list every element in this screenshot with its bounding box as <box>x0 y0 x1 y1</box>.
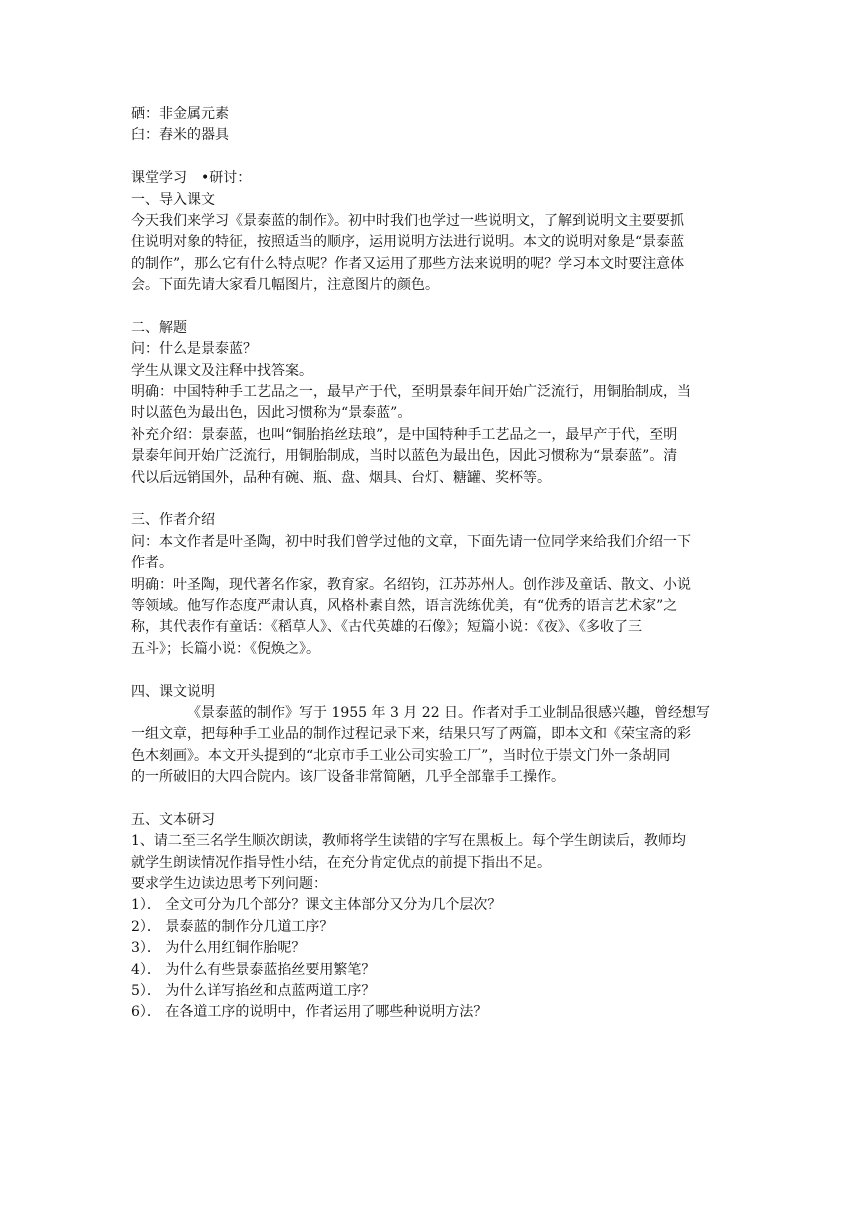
question-item: 2）． 景泰蓝的制作分几道工序？ <box>131 918 334 935</box>
question-item: 1）． 全文可分为几个部分？课文主体部分又分为几个层次？ <box>131 897 502 914</box>
text-line: 明确：中国特种手工艺品之一，最早产于代，至明景泰年间开始广泛流行，用铜胎制成，当 <box>131 384 691 401</box>
text-line: 问：什么是景泰蓝？ <box>131 341 257 358</box>
section-heading: 三、作者介绍 <box>131 512 215 529</box>
text-line: 住说明对象的特征，按照适当的顺序，运用说明方法进行说明。本文的说明对象是“景泰蓝 <box>131 234 685 251</box>
section-heading: 五、文本研习 <box>131 811 215 828</box>
blank-line <box>131 147 731 168</box>
text-line: 称，其代表作有童话：《稻草人》、《古代英雄的石像》；短篇小说：《夜》、《多收了三 <box>131 619 642 636</box>
text-line: 《景泰蓝的制作》写于 1955 年 3 月 22 日。作者对手工业制品很感兴趣，曾经想写 <box>187 704 711 721</box>
section-heading: 二、解题 <box>131 319 187 336</box>
text-line: 等领域。他写作态度严肃认真，风格朴素自然，语言洗练优美，有“优秀的语言艺术家”之 <box>131 597 678 614</box>
text-line: 就学生朗读情况作指导性小结，在充分肯定优点的前提下指出不足。 <box>131 854 551 871</box>
question-item: 6）． 在各道工序的说明中，作者运用了哪些种说明方法？ <box>131 1004 488 1021</box>
blank-line <box>131 297 731 318</box>
blank-line <box>131 789 731 810</box>
text-line: 五斗》；长篇小说：《倪焕之》。 <box>131 640 320 657</box>
section-label: 课堂学习 •研讨： <box>131 170 252 187</box>
text-line: 臼：舂米的器具 <box>131 127 229 144</box>
text-line: 的一所破旧的大四合院内。该厂设备非常简陋，几乎全部靠手工操作。 <box>131 769 565 786</box>
text-line: 的制作”，那么它有什么特点呢？作者又运用了那些方法来说明的呢？学习本文时要注意体 <box>131 255 685 272</box>
text-line: 硒：非金属元素 <box>131 106 229 122</box>
question-item: 4）． 为什么有些景泰蓝掐丝要用繁笔？ <box>131 961 376 978</box>
blank-line <box>131 489 731 510</box>
section-heading: 一、导入课文 <box>131 191 215 208</box>
text-line: 今天我们来学习《景泰蓝的制作》。初中时我们也学过一些说明文，了解到说明文主要要抓 <box>131 212 684 229</box>
question-item: 5）． 为什么详写掐丝和点蓝两道工序？ <box>131 983 376 1000</box>
text-line: 色木刻画》。本文开头提到的“北京市手工业公司实验工厂”，当时位于崇文门外一条胡同 <box>131 747 671 764</box>
text-line: 一组文章，把每种手工业品的制作过程记录下来，结果只写了两篇，即本文和《荣宝斋的彩 <box>131 726 691 743</box>
text-line: 景泰年间开始广泛流行，用铜胎制成，当时以蓝色为最出色，因此习惯称为“景泰蓝”。清 <box>131 448 678 465</box>
text-line: 会。下面先请大家看几幅图片，注意图片的颜色。 <box>131 277 439 294</box>
text-line: 学生从课文及注释中找答案。 <box>131 362 313 379</box>
text-line: 补充介绍：景泰蓝，也叫“铜胎掐丝珐琅”，是中国特种手工艺品之一，最早产于代，至明 <box>131 426 678 443</box>
text-line: 时以蓝色为最出色，因此习惯称为“景泰蓝”。 <box>131 405 412 422</box>
text-line: 代以后远销国外，品种有碗、瓶、盘、烟具、台灯、糖罐、奖杯等。 <box>131 469 551 486</box>
text-line: 明确：叶圣陶，现代著名作家，教育家。名绍钧，江苏苏州人。创作涉及童话、散文、小说 <box>131 576 691 593</box>
text-line: 作者。 <box>131 555 173 572</box>
text-line: 1、请二至三名学生顺次朗读，教师将学生读错的字写在黑板上。每个学生朗读后，教师均 <box>131 833 686 850</box>
blank-line <box>131 660 731 681</box>
section-heading: 四、课文说明 <box>131 683 215 700</box>
question-item: 3）． 为什么用红铜作胎呢？ <box>131 940 306 957</box>
text-line: 问：本文作者是叶圣陶，初中时我们曾学过他的文章，下面先请一位同学来给我们介绍一下 <box>131 533 691 550</box>
document-body <box>131 104 731 1024</box>
text-line: 要求学生边读边思考下列问题： <box>131 876 327 893</box>
